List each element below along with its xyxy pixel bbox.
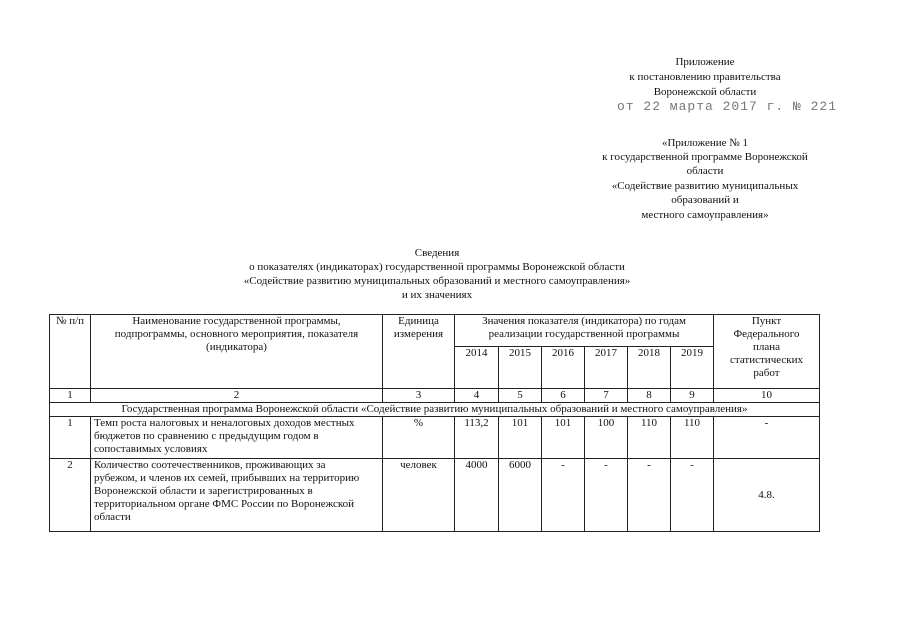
indicators-table (49, 314, 820, 532)
col-number: 9 (671, 389, 714, 403)
row-value-2018: 110 (628, 417, 671, 459)
program-title: Государственная программа Воронежской области «Содействие развитию муниципальных образований и местного самоуправления» (50, 403, 820, 417)
year-2015: 2015 (499, 347, 542, 389)
year-2016: 2016 (542, 347, 585, 389)
col-number: 8 (628, 389, 671, 403)
appendix-1-line5: образований и (671, 194, 739, 206)
row-value-2019: - (671, 459, 714, 532)
year-2017: 2017 (585, 347, 628, 389)
appendix-1-line3: области (686, 165, 724, 177)
col-number: 7 (585, 389, 628, 403)
row-indicator-name: Количество соотечественников, проживающих за рубежом, и членов их семей, прибывших на территорию Воронежской области и зарегистрированных в территориальном органе ФМС России по Воронежской области (91, 459, 383, 532)
col-number: 1 (50, 389, 91, 403)
row-value-2014: 4000 (455, 459, 499, 532)
header-values: Значения показателя (индикатора) по годам реализации государственной программы (455, 315, 714, 347)
year-2018: 2018 (628, 347, 671, 389)
header-name: Наименование государственной программы, подпрограммы, основного мероприятия, показателя (индикатора) (91, 315, 383, 389)
appendix-1-line6: местного самоуправления» (641, 209, 769, 221)
row-federal-plan: 4.8. (714, 459, 820, 532)
row-value-2017: - (585, 459, 628, 532)
table-row (50, 417, 820, 459)
program-row (50, 403, 820, 417)
doc-title-line1: Сведения (414, 247, 460, 259)
col-number: 6 (542, 389, 585, 403)
year-2019: 2019 (671, 347, 714, 389)
row-value-2016: 101 (542, 417, 585, 459)
row-num: 2 (50, 459, 91, 532)
header-row-1 (50, 315, 820, 347)
appendix-1-line1: «Приложение № 1 (661, 137, 749, 149)
row-value-2017: 100 (585, 417, 628, 459)
row-value-2019: 110 (671, 417, 714, 459)
resolution-line: к постановлению правительства (629, 71, 781, 83)
appendix-heading: Приложение (675, 56, 735, 68)
row-value-2018: - (628, 459, 671, 532)
row-unit: человек (383, 459, 455, 532)
row-value-2015: 6000 (499, 459, 542, 532)
table-row (50, 459, 820, 532)
column-numbers-row (50, 389, 820, 403)
header-federal-plan: Пункт Федерального плана статистических работ (714, 315, 820, 389)
row-value-2014: 113,2 (455, 417, 499, 459)
col-number: 2 (91, 389, 383, 403)
appendix-1-line4: «Содействие развитию муниципальных (611, 180, 799, 192)
year-2014: 2014 (455, 347, 499, 389)
doc-title-line2: о показателях (индикаторах) государственной программы Воронежской области (249, 261, 625, 273)
row-value-2016: - (542, 459, 585, 532)
region-line: Воронежской области (653, 86, 757, 98)
row-num: 1 (50, 417, 91, 459)
col-number: 5 (499, 389, 542, 403)
date-stamp: от 22 марта 2017 г. № 221 (617, 99, 838, 114)
row-value-2015: 101 (499, 417, 542, 459)
col-number: 10 (714, 389, 820, 403)
header-num: № п/п (50, 315, 91, 389)
appendix-1-line2: к государственной программе Воронежской (602, 151, 808, 163)
row-unit: % (383, 417, 455, 459)
col-number: 4 (455, 389, 499, 403)
doc-title-line3: «Содействие развитию муниципальных образований и местного самоуправления» (243, 275, 631, 287)
col-number: 3 (383, 389, 455, 403)
row-federal-plan: - (714, 417, 820, 459)
row-indicator-name: Темп роста налоговых и неналоговых доходов местных бюджетов по сравнению с предыдущим годом в сопоставимых условиях (91, 417, 383, 459)
header-unit: Единица измерения (383, 315, 455, 389)
doc-title-line4: и их значениях (401, 289, 473, 301)
